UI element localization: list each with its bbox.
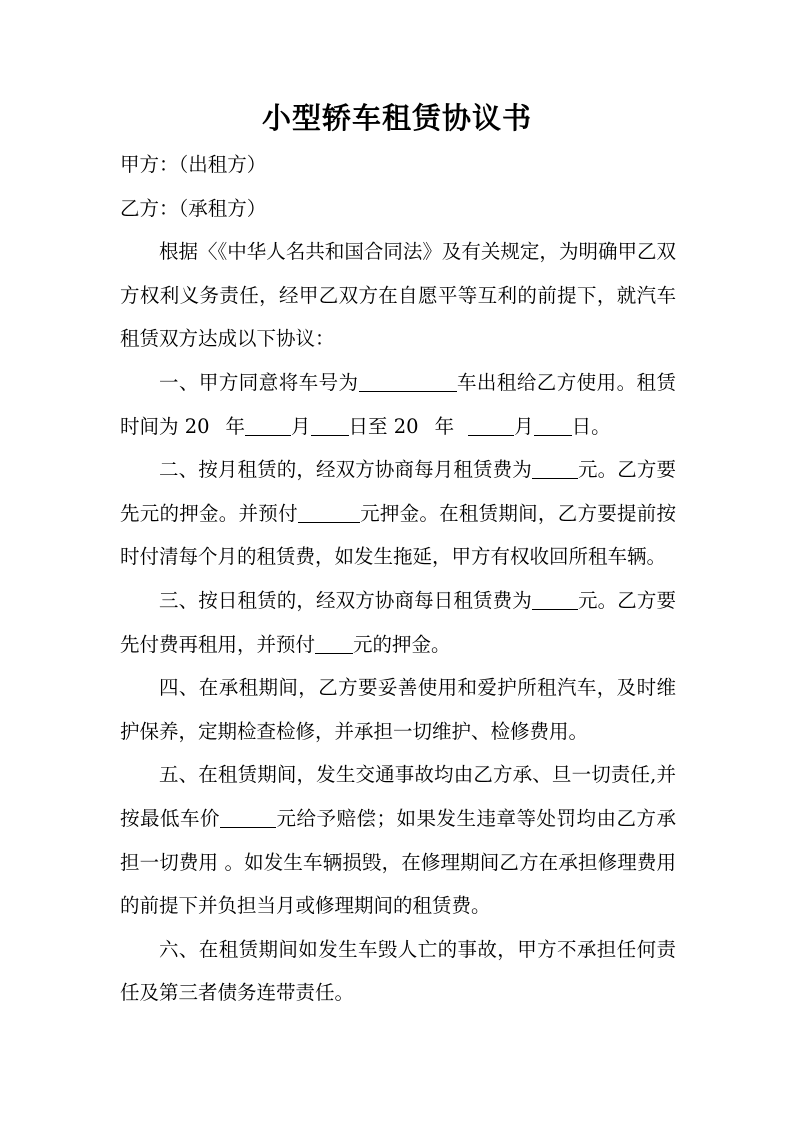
clause-3-text-a: 三、按日租赁的，经双方协商每日租赁费为 [159, 588, 532, 612]
clause-5 [120, 753, 676, 927]
clause-2-text-a: 二、按月租赁的，经双方协商每月租赁费为 [159, 458, 532, 482]
clause-3 [120, 579, 676, 666]
clause-2-text-b: 元。乙方要先元的押金。并预付 [120, 458, 676, 525]
monthly-fee-blank[interactable] [532, 458, 578, 479]
party-a-line: 甲方：（出租方） [120, 153, 267, 176]
clause-1-text-b: 车出租给乙方使用。租赁时间为 20 [120, 370, 676, 438]
clause-1-text-h: 日。 [571, 414, 611, 438]
clause-1-text-g: 月 [514, 414, 534, 438]
clause-5-text-b: 元给予赔偿；如果发生违章等处罚均由乙方承担一切费用 。如发生车辆损毁，在修理期间乙方在承担修理费用的前提下并负担当月或修理期间的租赁费。 [120, 806, 676, 918]
end-month-blank[interactable] [468, 415, 514, 436]
clause-3-text-b: 元。乙方要先付费再租用，并预付 [120, 588, 676, 656]
daily-deposit-blank[interactable] [315, 633, 353, 654]
party-b-line: 乙方：（承租方） [120, 196, 267, 220]
start-month-blank[interactable] [245, 415, 291, 436]
clause-2 [120, 448, 676, 579]
clause-1-text-a: 一、甲方同意将车号为 [159, 370, 359, 394]
clause-1-text-f: 年 [434, 414, 455, 438]
document-body [120, 143, 676, 1015]
clause-1 [120, 361, 676, 448]
intro-paragraph: 根据〈《中华人名共和国合同法》及有关规定，为明确甲乙双方权利义务责任，经甲乙双方在自愿平等互利的前提下，就汽车租赁双方达成以下协议： [120, 240, 676, 351]
clause-5-text-a: 五、在租赁期间，发生交通事故均由乙方承、旦一切责任,并按最低车价 [120, 763, 676, 830]
clause-1-text-c: 年 [225, 414, 246, 438]
clause-4: 四、在承租期间，乙方要妥善使用和爱护所租汽车，及时维护保养，定期检查检修，并承担一切维护、检修费用。 [120, 676, 676, 743]
clause-6: 六、在租赁期间如发生车毁人亡的事故，甲方不承担任何责任及第三者债务连带责任。 [120, 937, 676, 1005]
compensation-price-blank[interactable] [220, 807, 276, 828]
end-day-blank[interactable] [534, 415, 572, 436]
clause-3-text-c: 元的押金。 [353, 632, 451, 656]
start-day-blank[interactable] [311, 415, 349, 436]
daily-fee-blank[interactable] [532, 589, 578, 610]
clause-1-text-d: 月 [291, 414, 311, 438]
car-number-blank[interactable] [359, 371, 457, 392]
monthly-deposit-blank[interactable] [298, 502, 360, 523]
clause-1-text-e: 日至 20 [348, 414, 419, 438]
document-title: 小型轿车租赁协议书 [261, 101, 532, 135]
clause-2-text-c: 元押金。在租赁期间，乙方要提前按时付清每个月的租赁费，如发生拖延，甲方有权收回所租车辆。 [120, 501, 676, 569]
